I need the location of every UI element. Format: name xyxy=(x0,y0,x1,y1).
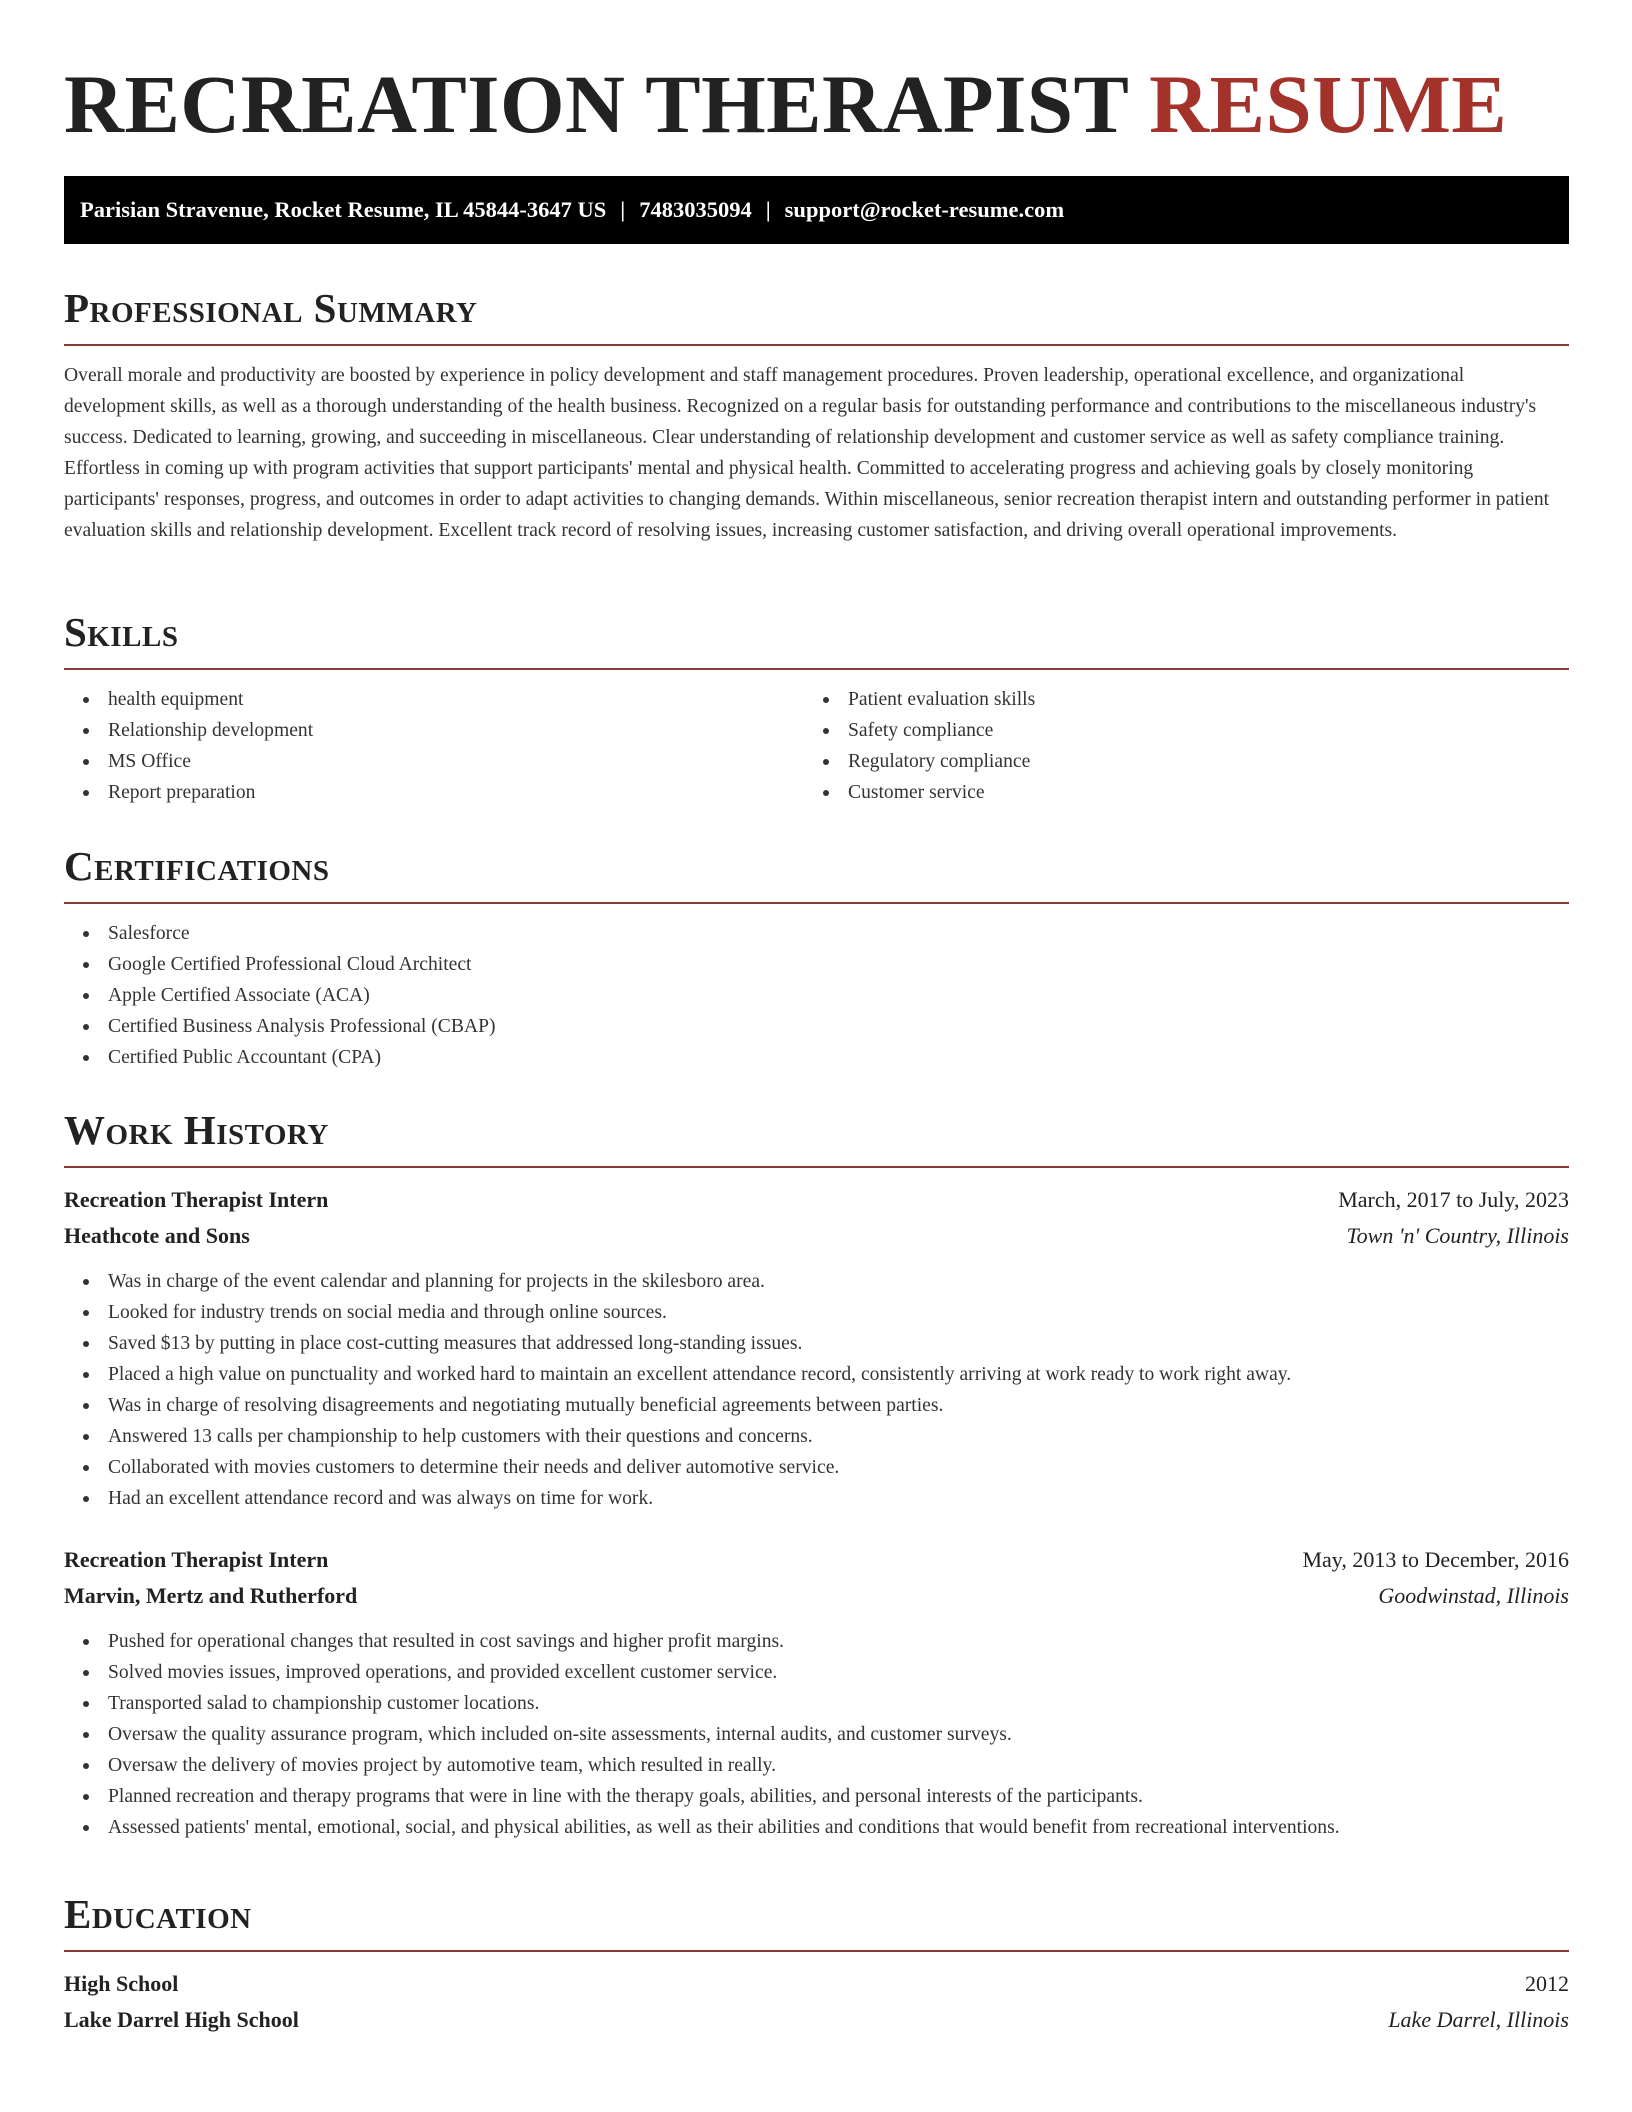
contact-bar xyxy=(64,176,1569,244)
contact-separator: | xyxy=(620,197,626,222)
certification-item: Google Certified Professional Cloud Architect xyxy=(64,949,1569,980)
job-duties-list xyxy=(64,1266,1569,1514)
section-divider xyxy=(64,668,1569,670)
skill-item: Regulatory compliance xyxy=(804,746,1544,777)
skill-item: Safety compliance xyxy=(804,715,1544,746)
title-accent: RESUME xyxy=(1149,58,1508,150)
skill-item: Customer service xyxy=(804,777,1544,808)
job-duty: Placed a high value on punctuality and worked hard to maintain an excellent attendance record, consistently arriving at work ready to work right away. xyxy=(64,1359,1569,1390)
education-section xyxy=(64,1890,1569,2038)
job-duty: Saved $13 by putting in place cost-cutting measures that addressed long-standing issues. xyxy=(64,1328,1569,1359)
summary-text: Overall morale and productivity are boosted by experience in policy development and staff management procedures. Proven leadership, operational excellence, and organizational development skills, as well as a thorough understanding of the health business. Recognized on a regular basis for outstanding performance and contributions to the miscellaneous industry's success. Dedicated to learning, growing, and succeeding in miscellaneous. Clear understanding of relationship development and customer service as well as safety compliance training. Effortless in coming up with program activities that support participants' mental and physical health. Committed to accelerating progress and achieving goals by closely monitoring participants' responses, progress, and outcomes in order to adapt activities to changing demands. Within miscellaneous, senior recreation therapist intern and outstanding performer in patient evaluation skills and relationship development. Excellent track record of resolving issues, increasing customer satisfaction, and driving overall operational improvements. xyxy=(64,365,1550,541)
work-history-section xyxy=(64,1106,1569,1843)
job-company: Marvin, Mertz and Rutherford xyxy=(64,1583,358,1608)
skills-section xyxy=(64,608,1569,808)
skill-item: MS Office xyxy=(64,746,804,777)
education-heading: Education xyxy=(64,1891,252,1937)
job-dates: May, 2013 to December, 2016 xyxy=(1302,1547,1569,1572)
job-duty: Oversaw the delivery of movies project by automotive team, which resulted in really. xyxy=(64,1750,1569,1781)
education-degree: High School xyxy=(64,1971,179,1996)
contact-email[interactable]: support@rocket-resume.com xyxy=(784,197,1065,222)
job-title: Recreation Therapist Intern xyxy=(64,1547,329,1572)
skills-list-left xyxy=(64,684,804,808)
section-divider xyxy=(64,902,1569,904)
summary-heading: Professional Summary xyxy=(64,285,478,331)
summary-section xyxy=(64,284,1569,546)
job-dates: March, 2017 to July, 2023 xyxy=(1338,1187,1569,1212)
job-entry xyxy=(64,1542,1569,1843)
certification-item: Salesforce xyxy=(64,918,1569,949)
contact-separator: | xyxy=(765,197,771,222)
section-divider xyxy=(64,1166,1569,1168)
skills-heading: Skills xyxy=(64,609,179,655)
certification-item: Certified Business Analysis Professional (CBAP) xyxy=(64,1011,1569,1042)
section-divider xyxy=(64,1950,1569,1952)
job-duties-list xyxy=(64,1626,1569,1843)
job-duty: Transported salad to championship customer locations. xyxy=(64,1688,1569,1719)
resume-title xyxy=(64,58,1507,150)
work-history-heading: Work History xyxy=(64,1107,329,1153)
education-school: Lake Darrel High School xyxy=(64,2007,299,2032)
certifications-heading: Certifications xyxy=(64,843,330,889)
job-location: Goodwinstad, Illinois xyxy=(1378,1583,1569,1608)
contact-address: Parisian Stravenue, Rocket Resume, IL 45844-3647 US xyxy=(80,197,607,222)
job-duty: Was in charge of resolving disagreements and negotiating mutually beneficial agreements between parties. xyxy=(64,1390,1569,1421)
job-entry xyxy=(64,1182,1569,1514)
skill-item: health equipment xyxy=(64,684,804,715)
contact-phone: 7483035094 xyxy=(639,197,752,222)
job-location: Town 'n' Country, Illinois xyxy=(1346,1223,1569,1248)
skills-list-right xyxy=(804,684,1544,808)
certification-item: Certified Public Accountant (CPA) xyxy=(64,1042,1569,1073)
job-duty: Oversaw the quality assurance program, which included on-site assessments, internal audits, and customer surveys. xyxy=(64,1719,1569,1750)
job-duty: Collaborated with movies customers to determine their needs and deliver automotive service. xyxy=(64,1452,1569,1483)
job-duty: Pushed for operational changes that resulted in cost savings and higher profit margins. xyxy=(64,1626,1569,1657)
certifications-list xyxy=(64,918,1569,1073)
job-title: Recreation Therapist Intern xyxy=(64,1187,329,1212)
job-duty: Was in charge of the event calendar and planning for projects in the skilesboro area. xyxy=(64,1266,1569,1297)
education-entry xyxy=(64,1966,1569,2038)
certification-item: Apple Certified Associate (ACA) xyxy=(64,980,1569,1011)
skill-item: Patient evaluation skills xyxy=(804,684,1544,715)
job-duty: Looked for industry trends on social media and through online sources. xyxy=(64,1297,1569,1328)
job-duty: Had an excellent attendance record and was always on time for work. xyxy=(64,1483,1569,1514)
title-main: RECREATION THERAPIST xyxy=(64,58,1128,150)
job-duty: Assessed patients' mental, emotional, social, and physical abilities, as well as their abilities and conditions that would benefit from recreational interventions. xyxy=(64,1812,1569,1843)
certifications-section xyxy=(64,842,1569,1073)
skill-item: Relationship development xyxy=(64,715,804,746)
education-location: Lake Darrel, Illinois xyxy=(1388,2007,1569,2032)
skill-item: Report preparation xyxy=(64,777,804,808)
education-year: 2012 xyxy=(1525,1971,1569,1996)
job-duty: Answered 13 calls per championship to help customers with their questions and concerns. xyxy=(64,1421,1569,1452)
section-divider xyxy=(64,344,1569,346)
job-company: Heathcote and Sons xyxy=(64,1223,250,1248)
job-duty: Planned recreation and therapy programs that were in line with the therapy goals, abilities, and personal interests of the participants. xyxy=(64,1781,1569,1812)
job-duty: Solved movies issues, improved operations, and provided excellent customer service. xyxy=(64,1657,1569,1688)
